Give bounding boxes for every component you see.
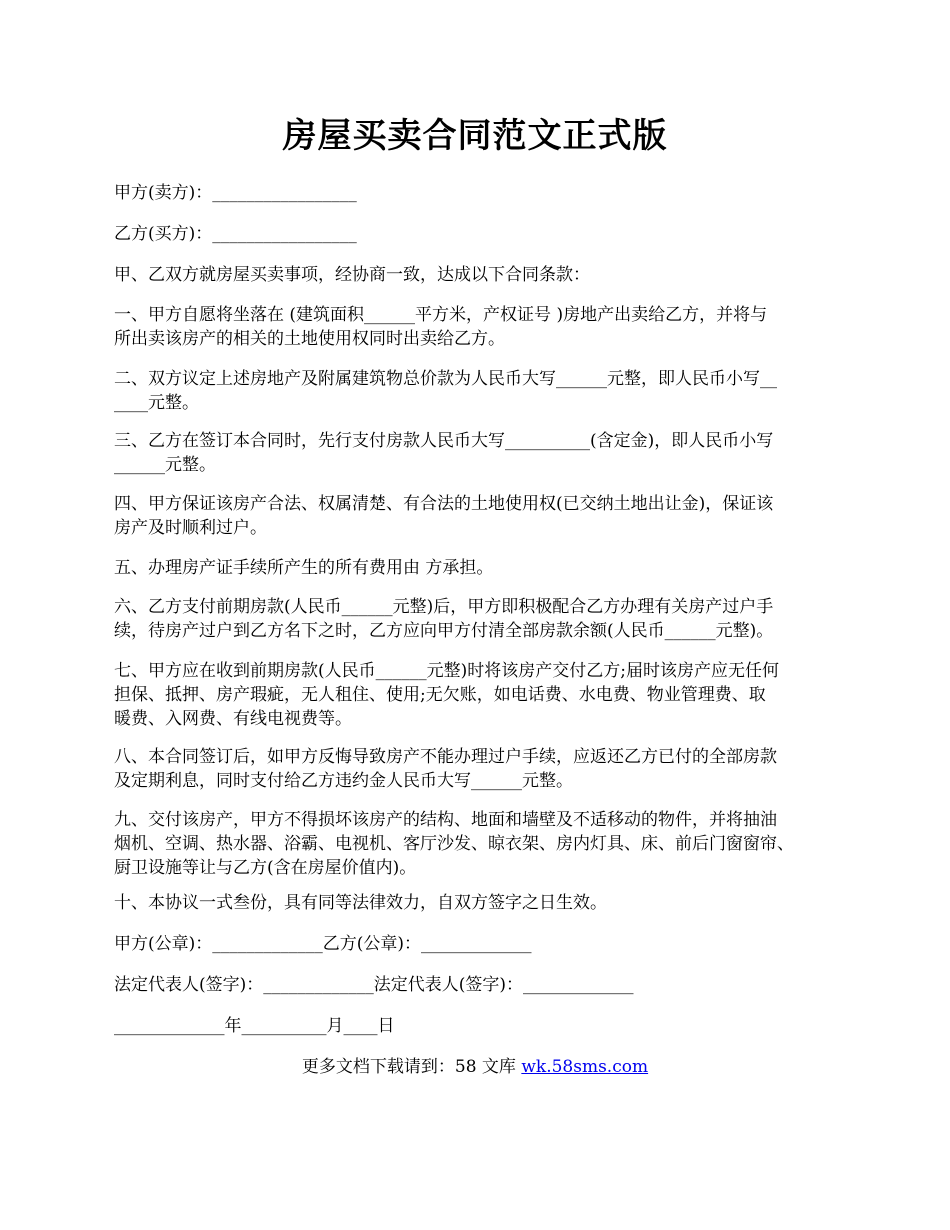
party-a-line: 甲方(卖方)：_________________ bbox=[114, 183, 357, 203]
clause-5: 五、办理房产证手续所产生的所有费用由 方承担。 bbox=[114, 558, 494, 578]
footer-text: 更多文档下载请到：58 文库 bbox=[301, 1057, 522, 1077]
signature-date-line: _____________年__________月____日 bbox=[114, 1016, 395, 1036]
party-b-line: 乙方(买方)：_________________ bbox=[114, 224, 357, 244]
footer bbox=[0, 1055, 950, 1079]
clause-7: 七、甲方应在收到前期房款(人民币______元整)时将该房产交付乙方;届时该房产应无任何 担保、抵押、房产瑕疵，无人租住、使用;无欠账，如电话费、水电费、物业管理费、取 暖费、入网费、有线电视费等。 bbox=[114, 661, 779, 729]
intro-paragraph: 甲、乙双方就房屋买卖事项，经协商一致，达成以下合同条款： bbox=[114, 265, 590, 285]
clause-8: 八、本合同签订后，如甲方反悔导致房产不能办理过户手续，应返还乙方已付的全部房款 及定期利息，同时支付给乙方违约金人民币大写______元整。 bbox=[114, 747, 777, 791]
clause-9: 九、交付该房产，甲方不得损坏该房产的结构、地面和墙壁及不适移动的物件，并将抽油 烟机、空调、热水器、浴霸、电视机、客厅沙发、晾衣架、房内灯具、床、前后门窗窗帘、 厨卫设施等让与乙方(含在房屋价值内)。 bbox=[114, 810, 794, 878]
signature-representative-line: 法定代表人(签字)：_____________法定代表人(签字)：_____________ bbox=[114, 975, 634, 995]
clause-2: 二、双方议定上述房地产及附属建筑物总价款为人民币大写______元整，即人民币小写__ ____元整。 bbox=[114, 369, 777, 413]
clause-6: 六、乙方支付前期房款(人民币______元整)后，甲方即积极配合乙方办理有关房产过户手 续，待房产过户到乙方名下之时，乙方应向甲方付清全部房款余额(人民币______元整)。 bbox=[114, 597, 774, 641]
signature-seal-line: 甲方(公章)：_____________乙方(公章)：_____________ bbox=[114, 934, 532, 954]
clause-4: 四、甲方保证该房产合法、权属清楚、有合法的土地使用权(已交纳土地出让金)，保证该 房产及时顺利过户。 bbox=[114, 494, 774, 538]
document-title: 房屋买卖合同范文正式版 bbox=[282, 116, 668, 156]
clause-10: 十、本协议一式叁份，具有同等法律效力，自双方签字之日生效。 bbox=[114, 893, 607, 913]
clause-1: 一、甲方自愿将坐落在 (建筑面积______平方米，产权证号 )房地产出卖给乙方，并将与 所出卖该房产的相关的土地使用权同时出卖给乙方。 bbox=[114, 305, 768, 349]
clause-3: 三、乙方在签订本合同时，先行支付房款人民币大写__________(含定金)，即人民币小写 ______元整。 bbox=[114, 431, 774, 475]
footer-link[interactable]: wk.58sms.com bbox=[521, 1057, 649, 1077]
